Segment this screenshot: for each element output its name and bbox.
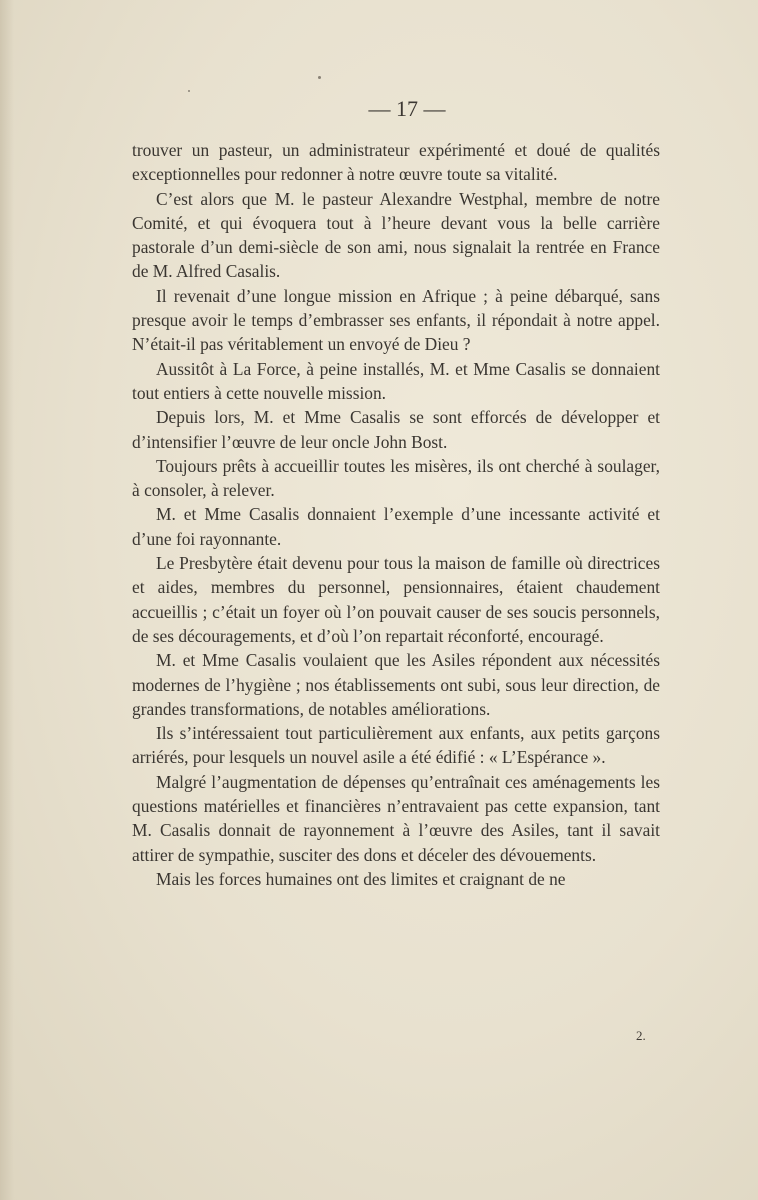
paragraph: Le Presbytère était devenu pour tous la maison de famille où directrices et aides, membres du personnel, pensionnaires, étaient chaudement accueillis ; c’était un foyer où l’on pouvait causer de ses soucis personnels, de ses découragements, et d’où l’on repartait réconforté, encouragé. [132, 553, 660, 646]
paragraph: Aussitôt à La Force, à peine installés, M. et Mme Casalis se donnaient tout entiers à cette nouvelle mission. [132, 358, 660, 403]
page-number: — 17 — [368, 96, 446, 121]
paragraph: C’est alors que M. le pasteur Alexandre Westphal, membre de notre Comité, et qui évoquera tout à l’heure devant vous la belle carrière pastorale d’un demi-siècle de son ami, nous signalait la rentrée en France de M. Alfred Casalis. [132, 188, 660, 282]
paragraph: trouver un pasteur, un administrateur expérimenté et doué de qualités exceptionnelles pour redonner à notre œuvre toute sa vitalité. [132, 140, 660, 185]
paragraph: Toujours prêts à accueillir toutes les misères, ils ont cherché à soulager, à consoler, à relever. [132, 455, 660, 501]
paragraph: Il revenait d’une longue mission en Afrique ; à peine débarqué, sans presque avoir le temps d’embrasser ses enfants, il répondait à notre appel. N’était-il pas véritablement un envoyé de Dieu ? [132, 285, 660, 355]
paragraph: Ils s’intéressaient tout particulièrement aux enfants, aux petits garçons arriérés, pour lesquels un nouvel asile a été édifié : « L’Espérance ». [132, 723, 660, 768]
paragraph: M. et Mme Casalis voulaient que les Asiles répondent aux nécessités modernes de l’hygiène ; nos établissements ont subi, sous leur direction, de grandes transformations, de notables améliorations. [132, 650, 660, 719]
paragraph: Mais les forces humaines ont des limites et craignant de ne [156, 868, 566, 889]
paper-speck [318, 76, 321, 79]
binding-shadow [0, 0, 14, 1200]
paragraph: Depuis lors, M. et Mme Casalis se sont efforcés de développer et d’intensifier l’œuvre de leur oncle John Bost. [132, 407, 660, 452]
body-text [132, 138, 660, 891]
signature-mark: 2. [636, 1028, 646, 1043]
paper-speck [188, 90, 190, 92]
paragraph: Malgré l’augmentation de dépenses qu’entraînait ces aménagements les questions matérielles et financières n’entravaient pas cette expansion, tant M. Casalis donnait de rayonnement à l’œuvre des Asiles, tant il savait attirer de sympathie, susciter des dons et déceler des dévouements. [132, 771, 660, 865]
paragraph: M. et Mme Casalis donnaient l’exemple d’une incessante activité et d’une foi rayonnante. [132, 504, 660, 549]
